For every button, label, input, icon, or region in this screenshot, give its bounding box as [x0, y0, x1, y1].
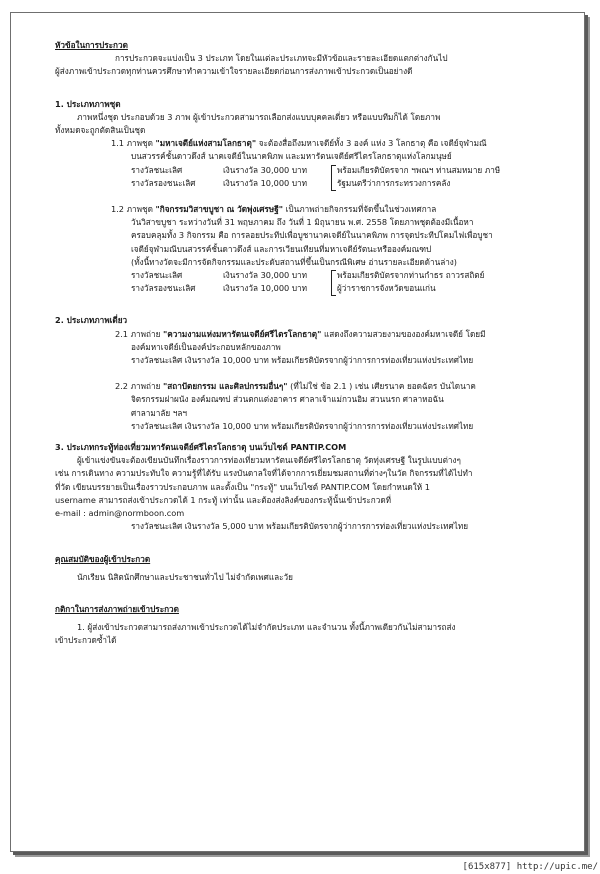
section1-desc-2: ทั้งหมดจะถูกตัดสินเป็นชุด — [55, 125, 146, 136]
section1-sub2-text-2: วันวิสาขบูชา ระหว่างวันที่ 31 พฤษภาคม ถึง วันที่ 1 มิถุนายน พ.ศ. 2558 โดยภาพชุดต้องมีเนื้อหา — [131, 217, 474, 228]
s2-sub2-text-1: (ที่ไม่ใช่ ข้อ 2.1 ) เช่น เศียรนาค ยอดฉัตร บันไดนาค — [287, 381, 476, 392]
section1-desc-1: ภาพหนึ่งชุด ประกอบด้วย 3 ภาพ ผู้เข้าประกวดสามารถเลือกส่งแบบบุคคลเดี่ยว หรือแบบทีมก็ได้ โดยภาพ — [77, 111, 441, 122]
section3-text-2: เช่น การเดินทาง ความประทับใจ ความรู้ที่ได้รับ แรงบันดาลใจที่ได้จากการเยี่ยมชมสถานที่ต่างๆในวัด กิจกรรมที่ได้ไปทำ — [55, 468, 473, 479]
qualifications-text: นักเรียน นิสิตนักศึกษาและประชาชนทั่วไป ไม่จำกัดเพศและวัย — [77, 571, 293, 582]
prize-row — [131, 282, 555, 295]
sub1-label: 1.1 ภาพชุด — [111, 138, 156, 149]
sub1-title: "มหาเจดีย์แห่งสามโลกธาตุ" — [155, 138, 257, 149]
intro-line-2: ผู้ส่งภาพเข้าประกวดทุกท่านควรศึกษาทำความเข้าใจรายละเอียดก่อนการส่งภาพเข้าประกวดเป็นอย่างดี — [55, 66, 413, 77]
s2-sub1-title: "ความงามแห่งมหารัตนเจดีย์ศรีไตรโลกธาตุ" — [162, 328, 322, 339]
rules-text-1: 1. ผู้ส่งเข้าประกวดสามารถส่งภาพเข้าประกวดได้ไม่จำกัดประเภท และจำนวน ทั้งนี้ภาพเดียวกันไม่สามารถส่ง — [77, 622, 456, 633]
sub1-text-1: จะต้องสื่อถึงมหาเจดีย์ทั้ง 3 องค์ แห่ง 3 โลกธาตุ คือ เจดีย์จุฬามณี — [256, 138, 487, 149]
prize-row — [131, 164, 555, 177]
s2-sub1-label: 2.1 ภาพถ่าย — [115, 328, 163, 339]
section3-email: e-mail : admin@normboon.com — [55, 508, 185, 519]
section2-sub2-prize: รางวัลชนะเลิศ เงินรางวัล 10,000 บาท พร้อมเกียรติบัตรจากผู้ว่าการการท่องเที่ยวแห่งประเทศไทย — [131, 420, 474, 431]
prize-name: รางวัลรองชนะเลิศ — [131, 283, 196, 294]
section3-text-1: ผู้เข้าแข่งขันจะต้องเขียนบันทึกเรื่องราวการท่องเที่ยวมหารัตนเจดีย์ศรีไตรโลกธาตุ วัดทุ่งเศรษฐี ในรูปแบบต่างๆ — [77, 455, 461, 466]
document-page — [10, 12, 585, 852]
prize-name: รางวัลชนะเลิศ — [131, 270, 183, 281]
section2-title: 2. ประเภทภาพเดี่ยว — [55, 315, 128, 326]
prize-name: รางวัลรองชนะเลิศ — [131, 177, 196, 188]
image-host-footer: [615x877] http://upic.me/ — [462, 862, 598, 872]
section3-title: 3. ประเภทกระทู้ท่องเที่ยวมหารัตนเจดีย์ศรีไตรโลกธาตุ บนเว็บไซต์ PANTIP.COM — [55, 442, 347, 453]
s2-sub1-text-1: แสดงถึงความสวยงามขององค์มหาเจดีย์ โดยมี — [321, 328, 486, 339]
section1-sub2-text-4: เจดีย์จุฬามณีบนสวรรค์ชั้นดาวดึงส์ และการเวียนเทียนที่มหาเจดีย์รัตนะหรือองค์มณฑป — [131, 243, 432, 254]
section2-sub1-line — [55, 328, 555, 341]
sub2-prizes — [55, 269, 555, 295]
page-heading: หัวข้อในการประกวด — [55, 40, 128, 50]
sub2-title: "กิจกรรมวิสาขบูชา ณ วัดพุ่งเศรษฐี" — [155, 204, 283, 215]
sub2-label: 1.2 ภาพชุด — [111, 204, 156, 215]
section3-text-3: ที่วัด เขียนบรรยายเป็นเรื่องราวประกอบภาพ และตั้งเป็น "กระทู้" บนเว็บไซต์ PANTIP.COM โดยกำหนดให้ 1 — [55, 481, 430, 492]
section2-sub2-line — [55, 380, 555, 393]
rules-text-2: เข้าประกวดซ้ำได้ — [55, 635, 117, 646]
prize-amount: เงินรางวัล 10,000 บาท — [223, 177, 308, 188]
rules-title: กติกาในการส่งภาพถ่ายเข้าประกวด — [55, 603, 179, 614]
prize-amount: เงินรางวัล 10,000 บาท — [223, 283, 308, 294]
section3-prize: รางวัลชนะเลิศ เงินรางวัล 5,000 บาท พร้อมเกียรติบัตรจากผู้ว่าการการท่องเที่ยวแห่งประเทศไทย — [131, 521, 469, 532]
section1-title: 1. ประเภทภาพชุด — [55, 98, 121, 109]
section1-sub1-line — [55, 137, 555, 150]
section1-sub2-text-3: ครอบคลุมทั้ง 3 กิจกรรม คือ การลอยประทีปเพื่อบูชานาคเจดีย์ในนาคพิภพ การจุดประทีปโคมไฟเพื่อบูชา — [131, 230, 493, 241]
section1-sub2-text-5: (ทั้งนี้ทางวัดจะมีการจัดกิจกรรมและประดับสถานที่ขึ้นเป็นกรณีพิเศษ อ่านรายละเอียดด้านล่าง) — [131, 256, 457, 267]
section2-sub2-text-2: จิตรกรรมฝาผนัง องค์มณฑป ส่วนตกแต่งอาคาร ศาลาเจ้าแม่กวนอิม สวนนรก ศาลาหอฉัน — [131, 394, 444, 405]
prize-extra: รัฐมนตรีว่าการกระทรวงการคลัง — [337, 177, 451, 188]
section1-sub1-text-2: บนสวรรค์ชั้นดาวดึงส์ นาคเจดีย์ในนาคพิภพ และมหารัตนเจดีย์ศรีไตรโลกธาตุแห่งโลกมนุษย์ — [131, 151, 452, 162]
document-content — [55, 39, 555, 648]
section2-sub2-text-3: ศาลามาลัย ฯลฯ — [131, 407, 188, 418]
prize-row — [131, 269, 555, 282]
prize-name: รางวัลชนะเลิศ — [131, 164, 183, 175]
prize-extra: พร้อมเกียรติบัตรจากท่านกำธร ถาวรสถิตย์ — [337, 270, 485, 281]
sub2-text-1: เป็นภาพถ่ายกิจกรรมที่จัดขึ้นในช่วงเทศกาล — [283, 204, 437, 215]
s2-sub2-title: "สถาปัตยกรรม และศิลปกรรมอื่นๆ" — [162, 381, 288, 392]
prize-extra: ผู้ว่าราชการจังหวัดขอนแก่น — [337, 283, 436, 294]
sub1-prizes — [55, 164, 555, 190]
section3-text-4: username สามารถส่งเข้าประกวดได้ 1 กระทู้ เท่านั้น และต้องส่งลิงค์ของกระทู้นั้นเข้าประกวดที่ — [55, 494, 392, 505]
prize-amount: เงินรางวัล 30,000 บาท — [223, 270, 308, 281]
section1-sub2-line — [55, 203, 555, 216]
section2-sub1-prize: รางวัลชนะเลิศ เงินรางวัล 10,000 บาท พร้อมเกียรติบัตรจากผู้ว่าการการท่องเที่ยวแห่งประเทศไทย — [131, 355, 474, 366]
prize-extra: พร้อมเกียรติบัตรจาก ฯพณฯ ท่านสมหมาย ภาษี — [337, 164, 501, 175]
section2-sub1-text-2: องค์มหาเจดีย์เป็นองค์ประกอบหลักของภาพ — [131, 341, 281, 352]
intro-line-1: การประกวดจะแบ่งเป็น 3 ประเภท โดยในแต่ละประเภทจะมีหัวข้อและรายละเอียดแตกต่างกันไป — [115, 53, 448, 64]
prize-row — [131, 177, 555, 190]
qualifications-title: คุณสมบัติของผู้เข้าประกวด — [55, 553, 151, 564]
prize-amount: เงินรางวัล 30,000 บาท — [223, 164, 308, 175]
s2-sub2-label: 2.2 ภาพถ่าย — [115, 381, 163, 392]
